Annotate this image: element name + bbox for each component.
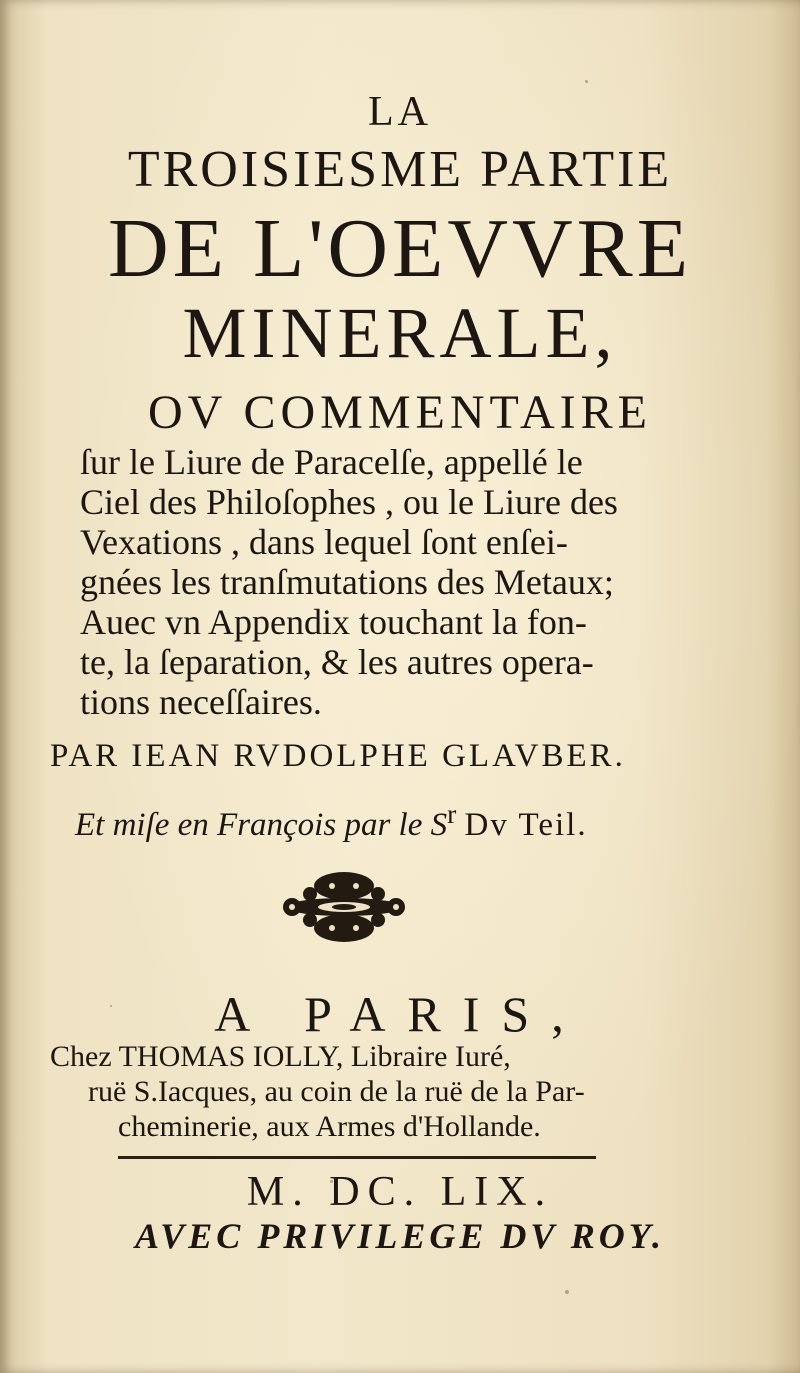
horizontal-rule xyxy=(118,1156,596,1159)
description-line: te, la ſeparation, & les autres opera- xyxy=(80,642,594,682)
author-line: PAR IEAN RVDOLPHE GLAVBER. xyxy=(50,738,626,774)
title-line-minerale: MINERALE, xyxy=(182,293,618,373)
title-line-partie: TROISIESME PARTIE xyxy=(127,141,673,198)
publication-year: M. DC. LIX. xyxy=(246,1169,554,1215)
paper-fleck xyxy=(585,80,588,83)
description-line: tions neceſſaires. xyxy=(80,682,322,722)
description-line: Vexations , dans lequel ſont enſei- xyxy=(80,522,568,562)
imprint-line: ruë S.Iacques, au coin de la ruë de la Par- xyxy=(88,1075,585,1108)
translator-name: Dv Teil. xyxy=(464,807,588,843)
paper-fleck xyxy=(330,1180,333,1183)
title-line-oeuvre: DE L'OEVVRE xyxy=(107,202,693,295)
description-line: ſur le Liure de Paracelſe, appellé le xyxy=(80,442,583,482)
paper-fleck xyxy=(565,1290,569,1294)
paper-fleck xyxy=(110,1005,112,1007)
imprint-line: cheminerie, aux Armes d'Hollande. xyxy=(118,1110,541,1143)
royal-privilege: AVEC PRIVILEGE DV ROY. xyxy=(134,1216,666,1256)
place-of-publication: A PARIS, xyxy=(214,986,586,1042)
title-line-la: LA xyxy=(368,89,432,135)
description-line: gnées les tranſmutations des Metaux; xyxy=(80,562,614,602)
translator-line xyxy=(75,798,588,844)
description-line: Auec vn Appendix touchant la fon- xyxy=(80,602,587,642)
title-line-commentaire: OV COMMENTAIRE xyxy=(148,386,652,439)
imprint-line: Chez THOMAS IOLLY, Libraire Iuré, xyxy=(50,1040,511,1073)
translator-prefix: Et miſe en François par le S xyxy=(75,807,448,843)
description-line: Ciel des Philoſophes , ou le Liure des xyxy=(80,482,618,522)
translator-superscript: r xyxy=(447,798,457,829)
description-block xyxy=(80,442,680,722)
fleuron-ornament-icon xyxy=(280,868,408,946)
